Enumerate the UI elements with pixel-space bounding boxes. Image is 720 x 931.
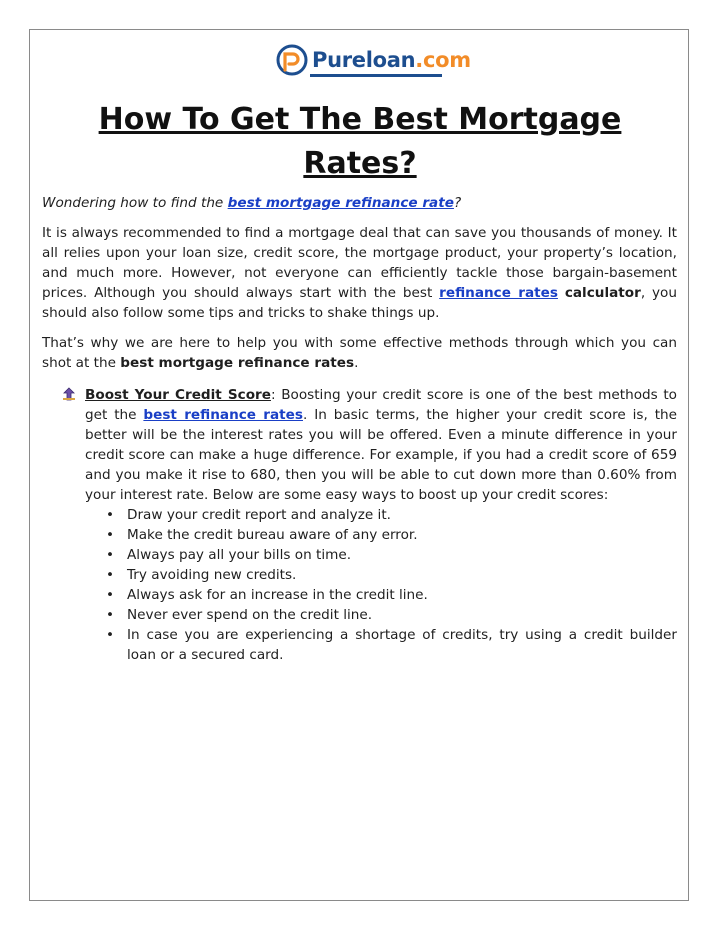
list-item: • Make the credit bureau aware of any error. <box>106 527 418 543</box>
bullet-dot-icon: • <box>106 587 115 603</box>
title-line-2: Rates? <box>303 146 417 181</box>
list-item: • Draw your credit report and analyze it. <box>106 507 391 523</box>
article-body <box>42 193 677 665</box>
list-item: • Always ask for an increase in the credit line. <box>106 587 428 603</box>
calculator-bold: calculator <box>564 285 641 301</box>
list-item: • Never ever spend on the credit line. <box>106 607 373 623</box>
list-item: • Always pay all your bills on time. <box>106 547 352 563</box>
bullet-dot-icon: • <box>106 547 115 563</box>
bullet-dot-icon: • <box>106 607 115 623</box>
pureloan-logo[interactable] <box>276 43 471 77</box>
best-mortgage-refinance-rate-link[interactable]: best mortgage refinance rate <box>227 195 454 211</box>
bullet-dot-icon: • <box>106 527 115 543</box>
intro-line: Wondering how to find the best mortgage refinance rate? <box>42 195 462 211</box>
logo-underline <box>310 74 442 77</box>
page-title <box>60 98 660 186</box>
section-boost-credit-score: Boost Your Credit Score: Boosting your credit score is one of the best methods to get the best refinance rates. In basic terms, the higher your credit score is, the better will be the interest rates you will be offered. Even a minute difference in your credit score can make a huge difference. For example, if you had a credit score of 659 and you make it rise to 680, then you will be able to cut down more than 0.60% from your interest rate. Below are some easy ways to boost up your credit scores: • Draw your credit report and analyze it. • Make the credit bureau aware of any error. • Always pay all your bills on time. • Try avoiding new credits. • Always ask for an increase in the credit line. • Never ever spend on the credit line. • In case you are experiencing a shortage of credits, try using a credit builder loan or a secured card. <box>42 385 677 665</box>
bullet-dot-icon: • <box>106 567 115 583</box>
pureloan-logo-icon <box>276 44 308 76</box>
bullet-dot-icon: • <box>106 627 115 643</box>
title-line-1: How To Get The Best Mortgage <box>98 102 622 137</box>
section-heading: Boost Your Credit Score <box>85 387 271 403</box>
arrow-bullet-icon <box>62 387 76 407</box>
best-refinance-rates-link[interactable]: best refinance rates <box>143 407 303 423</box>
bullet-dot-icon: • <box>106 507 115 523</box>
list-item: • Try avoiding new credits. <box>106 567 297 583</box>
best-mortgage-refinance-rates-bold: best mortgage refinance rates <box>120 355 355 371</box>
paragraph-1: It is always recommended to find a mortgage deal that can save you thousands of money. It all relies upon your loan size, credit score, the mortgage product, your property’s location, and much more. However, not everyone can efficiently tackle those bargain-basement prices. Although you should always start with the best refinance rates calculator, you should also follow some tips and tricks to shake things up. <box>42 225 677 321</box>
refinance-rates-link[interactable]: refinance rates <box>439 285 558 301</box>
logo-text: Pureloan.com <box>312 48 471 72</box>
tips-list <box>85 505 677 665</box>
list-item: • In case you are experiencing a shortage of credits, try using a credit builder loan or a secured card. <box>106 627 677 663</box>
paragraph-2: That’s why we are here to help you with some effective methods through which you can shot at the best mortgage refinance rates. <box>42 335 677 371</box>
